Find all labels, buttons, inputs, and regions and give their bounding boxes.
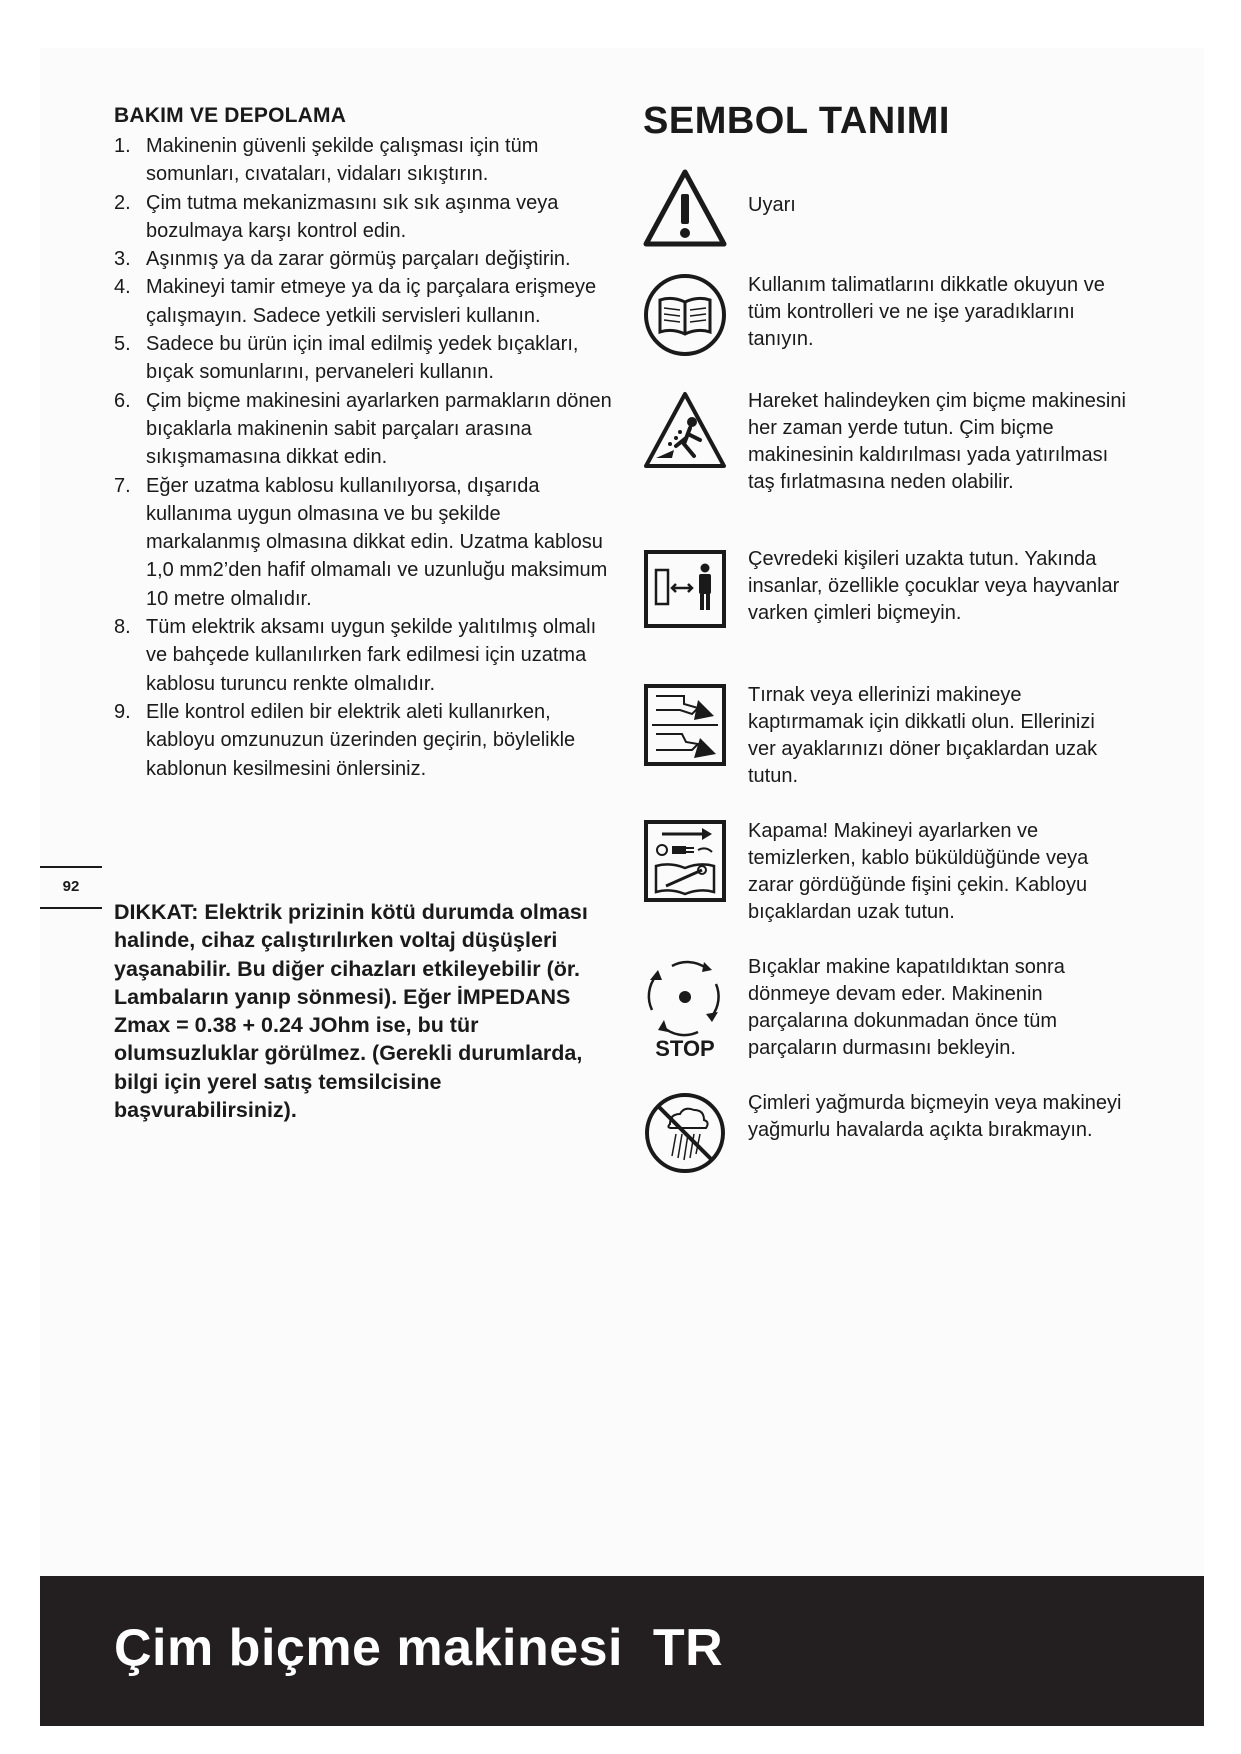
list-item-number: 4. [114,276,131,299]
page-marker [40,866,102,909]
symbol-text: Bıçaklar makine kapatıldıktan sonra dönmeye devam eder. Makinenin parçalarına dokunmadan önce tüm parçaların durmasını bekleyin. [748,956,1065,1059]
list-item-number: 3. [114,248,131,271]
maintenance-list [114,132,614,783]
symbol-text: Hareket halindeyken çim biçme makinesini her zaman yerde tutun. Çim biçme makinesinin kaldırılması yada yatırılması taş fırlatmasına neden olabilir. [748,390,1126,493]
symbol-text: Kullanım talimatlarını dikkatle okuyun ve tüm kontrolleri ve ne işe yaradıklarını tanıyın. [748,274,1105,350]
list-item-text: Eğer uzatma kablosu kullanılıyorsa, dışarıda kullanıma uygun olmasına ve bu şekilde markalanmış olmasına dikkat edin. Uzatma kablosu 1,0 mm2’den hafif olmamalı ve uzunluğu maksimum 10 metre olmalıdır. [146,474,608,610]
stop-label: STOP [655,1036,715,1061]
list-item [114,273,614,330]
maintenance-heading: BAKIM VE DEPOLAMA [114,104,347,127]
list-item-text: Sadece bu ürün için imal edilmiş yedek bıçakları, bıçak somunlarını, pervaneleri kullanın. [146,333,579,384]
list-item-text: Çim biçme makinesini ayarlarken parmakların dönen bıçaklarla makinenin sabit parçaları arasına sıkışmamasına dikkat edin. [146,389,612,469]
list-item-text: Makinenin güvenli şekilde çalışması için tüm somunları, cıvataları, vidaları sıkıştırın. [146,135,539,186]
list-item [114,132,614,189]
list-item-number: 9. [114,700,131,723]
list-item-number: 6. [114,389,131,412]
list-item-number: 8. [114,616,131,639]
symbols-title: SEMBOL TANIMI [643,100,950,142]
page-number: 92 [62,878,80,895]
list-item-text: Aşınmış ya da zarar görmüş parçaları değiştirin. [146,248,571,271]
symbol-text: Çevredeki kişileri uzakta tutun. Yakında insanlar, özellikle çocuklar veya hayvanlar varken çimleri biçmeyin. [748,548,1120,624]
warning-note: DIKKAT: Elektrik prizinin kötü durumda olması halinde, cihaz çalıştırılırken voltaj düşüşleri yaşanabilir. Bu diğer cihazları etkileyebilir (ör. Lambaların yanıp sönmesi). Eğer İMPEDANS Zmax = 0.38 + 0.24 JOhm ise, bu tür olumsuzluklar görülmez. (Gerekli durumlarda, bilgi için yerel satış temsilcisine başvurabilirsiniz). [114,900,588,1123]
symbol-text: Uyarı [748,194,796,216]
page-marker-rule-bottom [40,907,102,909]
list-item [114,189,614,246]
list-item-text: Tüm elektrik aksamı uygun şekilde yalıtılmış olmalı ve bahçede kullanılırken fark edilmesi için uzatma kablosu turuncu renkte olmalıdır. [146,616,597,695]
hand-foot-blade-icon [642,682,728,768]
symbol-text: Kapama! Makineyi ayarlarken ve temizlerken, kablo büküldüğünde veya zarar gördüğünde fişini çekin. Kabloyu bıçaklardan uzak tutun. [748,820,1089,923]
warning-triangle-icon [642,166,728,252]
list-item [114,472,614,613]
symbol-text: Çimleri yağmurda biçmeyin veya makineyi yağmurlu havalarda açıkta bırakmayın. [748,1092,1122,1141]
list-item-number: 1. [114,135,131,157]
symbol-text: Tırnak veya ellerinizi makineye kaptırmamak için dikkatli olun. Ellerinizi ver ayaklarınızı döner bıçaklardan uzak tutun. [748,684,1098,787]
blade-stop-icon [642,954,728,1064]
list-item-text: Elle kontrol edilen bir elektrik aleti kullanırken, kabloyu omzunuzun üzerinden geçirin, böylelikle kablonun kesilmesini önlersiniz. [146,700,576,780]
list-item-text: Makineyi tamir etmeye ya da iç parçalara erişmeye çalışmayın. Sadece yetkili servisleri kullanın. [146,276,597,327]
list-item [114,245,614,273]
list-item [114,330,614,387]
list-item-number: 7. [114,474,131,497]
list-item [114,698,614,783]
read-manual-icon [642,272,728,358]
keep-bystanders-away-icon [642,546,728,632]
footer-title: Çim biçme makinesi TR [114,1619,724,1677]
unplug-before-maintenance-icon [642,818,728,904]
footer-bar [40,1576,1204,1726]
maintenance-section [114,104,614,783]
list-item [114,387,614,472]
thrown-objects-icon [642,388,728,474]
list-item [114,613,614,698]
list-item-number: 2. [114,191,131,214]
list-item-number: 5. [114,333,131,356]
no-rain-icon [642,1090,728,1176]
list-item-text: Çim tutma mekanizmasını sık sık aşınma veya bozulmaya karşı kontrol edin. [146,191,559,242]
